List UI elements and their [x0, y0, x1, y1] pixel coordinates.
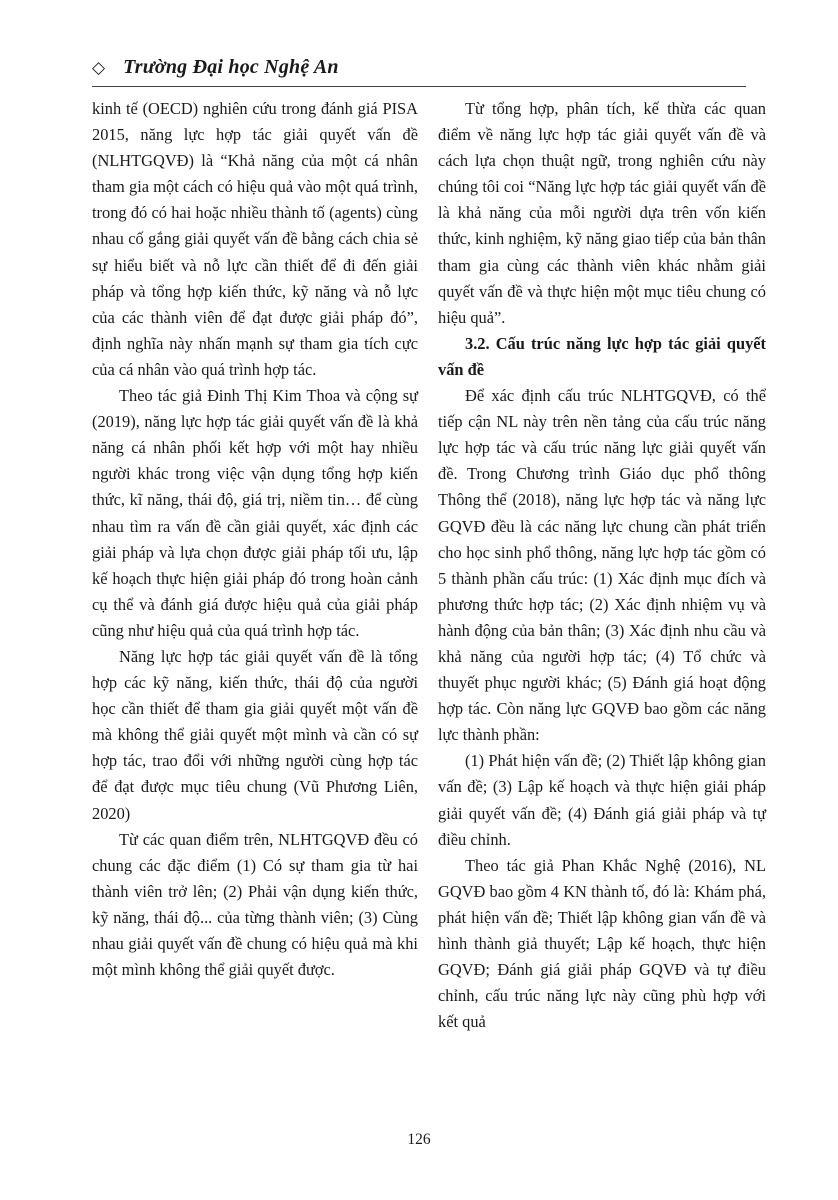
left-column	[92, 96, 418, 983]
journal-title: Trường Đại học Nghệ An	[123, 56, 339, 78]
right-paragraph-3: (1) Phát hiện vấn đề; (2) Thiết lập không gian vấn đề; (3) Lập kế hoạch và thực hiện giải pháp giải quyết vấn đề; (4) Đánh giá giải pháp và tự điều chỉnh.	[438, 751, 766, 849]
running-header	[92, 56, 339, 79]
left-paragraph-4: Từ các quan điểm trên, NLHTGQVĐ đều có chung các đặc điểm (1) Có sự tham gia từ hai thành viên trở lên; (2) Phải vận dụng kiến thức, kỹ năng, thái độ... của từng thành viên; (3) Cùng nhau giải quyết vấn đề chung có hiệu quả mà khi một mình không thể giải quyết được.	[92, 829, 418, 980]
left-paragraph-1: kinh tế (OECD) nghiên cứu trong đánh giá PISA 2015, năng lực hợp tác giải quyết vấn đề (NLHTGQVĐ) là “Khả năng của một cá nhân tham gia một cách có hiệu quả vào một quá trình, trong đó có hai hoặc nhiều thành tố (agents) cùng nhau cố gắng giải quyết vấn đề bằng cách chia sẻ sự hiểu biết và nỗ lực cần thiết để đi đến giải pháp và tổng hợp kiến thức, kỹ năng và nỗ lực của các thành viên để đạt được giải pháp đó”, định nghĩa này nhấn mạnh sự tham gia tích cực của cá nhân vào quá trình hợp tác.	[92, 99, 418, 379]
page-number: 126	[407, 1131, 431, 1148]
section-heading: 3.2. Cấu trúc năng lực hợp tác giải quyết vấn đề	[438, 333, 766, 379]
diamond-outline-icon: ◇	[92, 58, 106, 77]
left-paragraph-2: Theo tác giả Đinh Thị Kim Thoa và cộng sự (2019), năng lực hợp tác giải quyết vấn đề là khả năng cá nhân phối kết hợp với một hay nhiều người khác trong việc vận dụng tổng hợp kiến thức, kĩ năng, thái độ, giá trị, niềm tin… để cùng nhau tìm ra vấn đề cần giải quyết, xác định các giải pháp và lựa chọn được giải pháp tối ưu, lập kế hoạch thực hiện giải pháp đó trong hoàn cảnh cụ thể và đánh giá được hiệu quả của giải pháp cũng như hiệu quả của quá trình hợp tác.	[92, 386, 418, 640]
right-paragraph-4: Theo tác giả Phan Khắc Nghệ (2016), NL GQVĐ bao gồm 4 KN thành tố, đó là: Khám phá, phát hiện vấn đề; Thiết lập không gian vấn đề và hình thành giả thuyết; Lập kế hoạch, thực hiện GQVĐ; Đánh giá giải pháp GQVĐ và tự điều chỉnh, cấu trúc năng lực này cũng phù hợp với kết quả	[438, 855, 766, 1032]
left-paragraph-3: Năng lực hợp tác giải quyết vấn đề là tổng hợp các kỹ năng, kiến thức, thái độ của người học cần thiết để tham gia giải quyết một vấn đề mà không thể giải quyết một mình và cần có sự hợp tác, trao đổi với những người cùng hợp tác để đạt được mục tiêu chung (Vũ Phương Liên, 2020)	[92, 646, 418, 823]
right-paragraph-2: Để xác định cấu trúc NLHTGQVĐ, có thể tiếp cận NL này trên nền tảng của cấu trúc năng lực hợp tác và cấu trúc năng lực giải quyết vấn đề. Trong Chương trình Giáo dục phổ thông Thông thể (2018), năng lực hợp tác và năng lực GQVĐ đều là các năng lực chung cần phát triển cho học sinh phổ thông, năng lực hợp tác gồm có 5 thành phần cấu trúc: (1) Xác định mục đích và phương thức hợp tác; (2) Xác định nhiệm vụ và hành động của bản thân; (3) Xác định nhu cầu và khả năng của người hợp tác; (4) Tổ chức và thuyết phục người khác; (5) Đánh giá hoạt động hợp tác. Còn năng lực GQVĐ bao gồm các năng lực thành phần:	[438, 386, 766, 745]
right-paragraph-1: Từ tổng hợp, phân tích, kế thừa các quan điểm về năng lực hợp tác giải quyết vấn đề và cách lựa chọn thuật ngữ, trong nghiên cứu này chúng tôi coi “Năng lực hợp tác giải quyết vấn đề là khả năng của mỗi người dựa trên vốn kiến thức, kinh nghiệm, kỹ năng giao tiếp của bản thân tham gia cùng các thành viên khác nhằm giải quyết vấn đề và thực hiện một mục tiêu chung có hiệu quả”.	[438, 99, 766, 327]
right-column	[438, 96, 766, 1035]
header-rule	[92, 86, 746, 87]
